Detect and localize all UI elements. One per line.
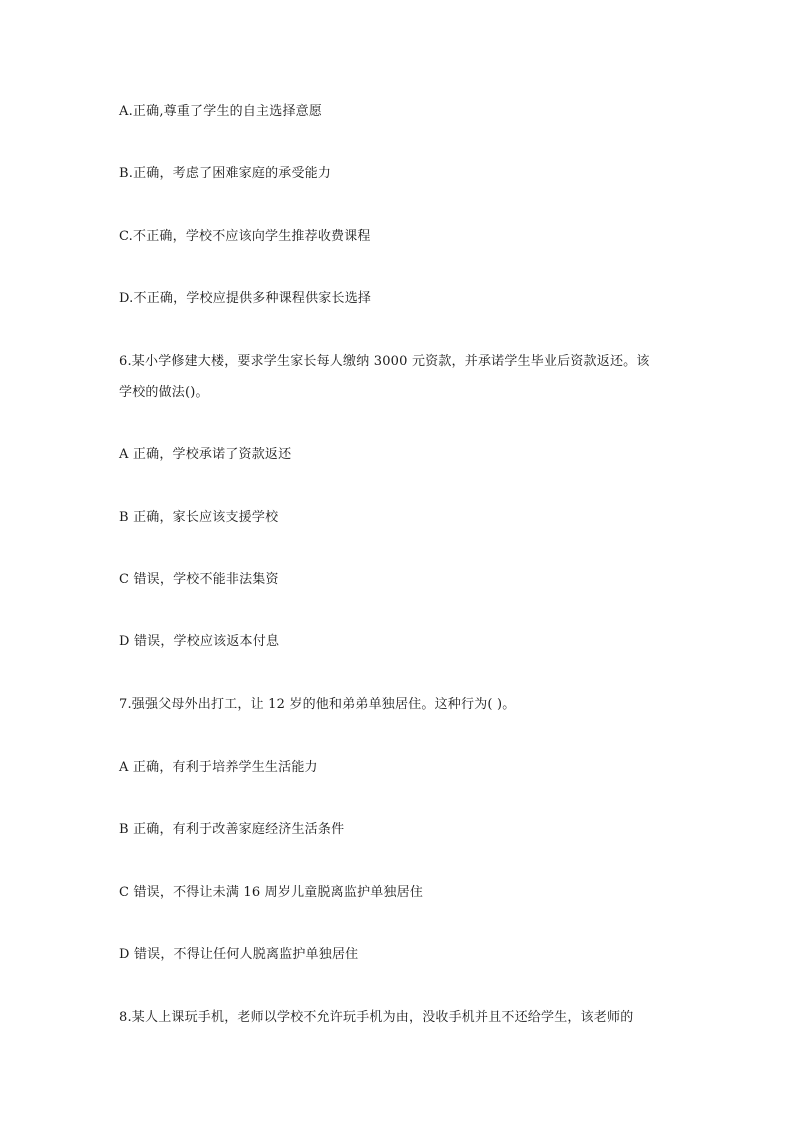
q6-option-a: A 正确，学校承诺了资款返还 <box>119 447 292 462</box>
q5-option-a: A.正确,尊重了学生的自主选择意愿 <box>119 104 323 119</box>
q8-question-line-1: 8.某人上课玩手机，老师以学校不允许玩手机为由，没收手机并且不还给学生，该老师的 <box>119 1010 634 1025</box>
q6-question-line-1: 6.某小学修建大楼，要求学生家长每人缴纳 3000 元资款，并承诺学生毕业后资款返还。该 <box>119 354 650 369</box>
q5-option-d: D.不正确，学校应提供多种课程供家长选择 <box>119 291 372 306</box>
q7-option-b: B 正确，有利于改善家庭经济生活条件 <box>119 822 345 837</box>
q7-option-c: C 错误，不得让未满 16 周岁儿童脱离监护单独居住 <box>119 885 424 900</box>
q6-option-b: B 正确，家长应该支援学校 <box>119 510 279 525</box>
q7-option-d: D 错误，不得让任何人脱离监护单独居住 <box>119 947 359 962</box>
q7-option-a: A 正确，有利于培养学生生活能力 <box>119 760 318 775</box>
q6-question-line-2: 学校的做法()。 <box>119 385 209 400</box>
q5-option-c: C.不正确，学校不应该向学生推荐收费课程 <box>119 229 371 244</box>
q5-option-b: B.正确，考虑了困难家庭的承受能力 <box>119 166 332 181</box>
q6-option-d: D 错误，学校应该返本付息 <box>119 634 280 649</box>
q7-question: 7.强强父母外出打工，让 12 岁的他和弟弟单独居住。这种行为( )。 <box>119 697 516 712</box>
q6-option-c: C 错误，学校不能非法集资 <box>119 572 279 587</box>
